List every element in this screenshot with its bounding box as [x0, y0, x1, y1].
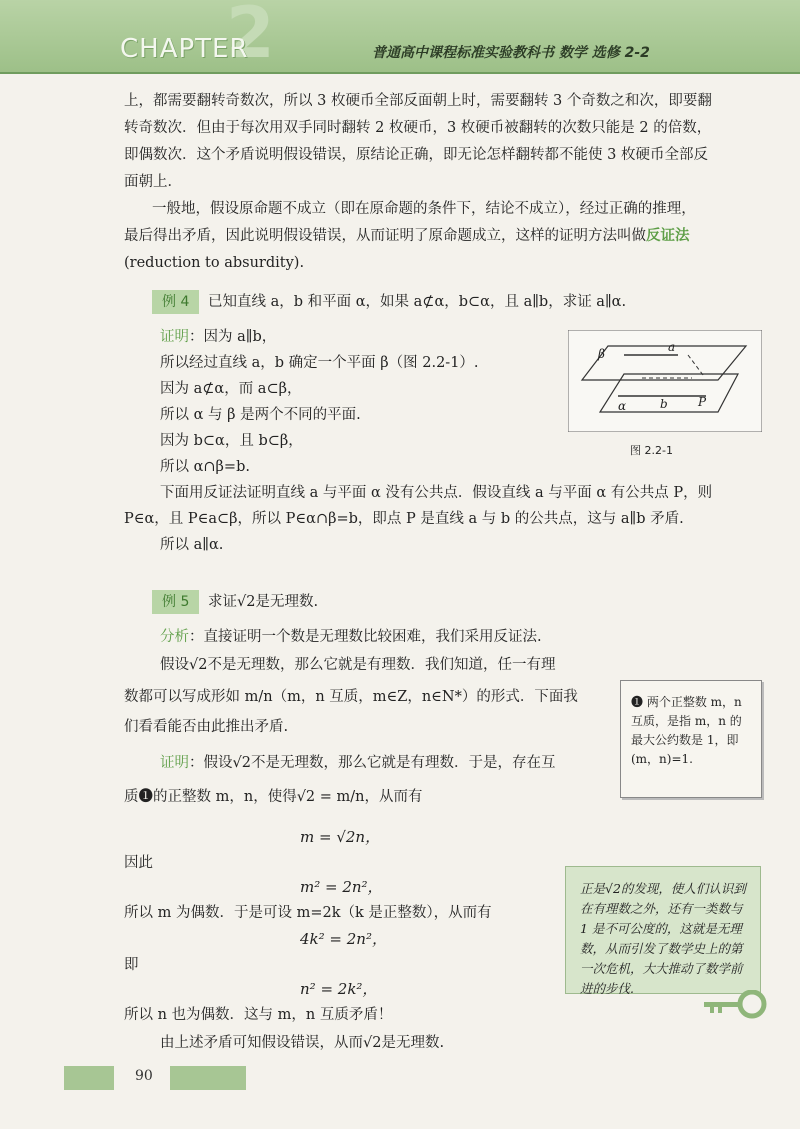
- label-a: a: [668, 340, 676, 354]
- proof-line: 因为 a⊄α，而 a⊂β，: [160, 381, 302, 397]
- chapter-word: CHAPTER: [120, 34, 249, 64]
- label-b: b: [660, 397, 668, 411]
- label-alpha: α: [618, 399, 627, 413]
- key-icon: [700, 990, 770, 1020]
- figure-planes: [568, 330, 762, 432]
- proof-line: 所以 a∥α.: [160, 537, 224, 553]
- body-line: [124, 225, 690, 247]
- proof-text: ：因为 a∥b，: [189, 329, 277, 345]
- footnote-box: ❶ 两个正整数 m，n 互质，是指 m，n 的最大公约数是 1，即 (m，n)=1.: [620, 680, 762, 798]
- body-line: 数都可以写成形如 m/n（m，n 互质，m∈Z，n∈N*）的形式．下面我: [124, 689, 578, 705]
- proof-line: 下面用反证法证明直线 a 与平面 α 没有公共点．假设直线 a 与平面 α 有公共点 P，则: [160, 485, 713, 501]
- example-5-tag: 例 5: [152, 590, 199, 614]
- example-4-tag: 例 4: [152, 290, 199, 314]
- body-line: 假设√2不是无理数，那么它就是有理数．我们知道，任一有理: [160, 657, 556, 673]
- proof-line: [160, 752, 555, 774]
- history-note-box: 正是√2的发现，使人们认识到在有理数之外，还有一类数与 1 是不可公度的，这就是无理数，从而引发了数学史上的第一次危机，大大推动了数学前进的步伐.: [565, 866, 761, 994]
- proof-line: 因为 b⊂α，且 b⊂β，: [160, 433, 303, 449]
- body-line: 即: [124, 957, 139, 973]
- body-line: 所以 m 为偶数．于是可设 m=2k（k 是正整数），从而有: [124, 905, 492, 921]
- chapter-header: [0, 0, 800, 74]
- equation-1: m = √2n，: [300, 828, 381, 846]
- label-beta: β: [598, 347, 605, 361]
- body-line: 一般地，假设原命题不成立（即在原命题的条件下，结论不成立），经过正确的推理，: [152, 201, 696, 217]
- example-4-statement: 已知直线 a，b 和平面 α，如果 a⊄α，b⊂α，且 a∥b，求证 a∥α.: [208, 294, 627, 310]
- proof-text: ：假设√2不是无理数，那么它就是有理数．于是，存在互: [189, 755, 556, 771]
- proof-line: 质❶的正整数 m，n，使得√2 = m/n，从而有: [124, 789, 423, 805]
- body-line: 上，都需要翻转奇数次，所以 3 枚硬币全部反面朝上时，需要翻转 3 个奇数之和次，即要翻: [124, 93, 712, 109]
- equation-3: 4k² = 2n²，: [300, 930, 387, 948]
- term-reductio: 反证法: [646, 227, 690, 244]
- equation-2: m² = 2n²，: [300, 878, 383, 896]
- proof-line: [160, 326, 276, 348]
- body-line: 转奇数次．但由于每次用双手同时翻转 2 枚硬币，3 枚硬币被翻转的次数只能是 2 的倍数，: [124, 120, 712, 136]
- label-P: P: [698, 395, 707, 409]
- body-line: 们看看能否由此推出矛盾.: [124, 719, 289, 735]
- book-title: 普通高中课程标准实验教科书 数学 选修 2-2: [372, 45, 650, 61]
- body-line: 所以 n 也为偶数．这与 m，n 互质矛盾！: [124, 1007, 393, 1023]
- figure-caption: 图 2.2-1: [630, 444, 673, 457]
- proof-label: 证明: [160, 329, 189, 345]
- analysis-text: ：直接证明一个数是无理数比较困难，我们采用反证法.: [189, 629, 542, 645]
- body-line: 即偶数次．这个矛盾说明假设错误，原结论正确，即无论怎样翻转都不能使 3 枚硬币全部反: [124, 147, 708, 163]
- proof-label: 证明: [160, 755, 189, 771]
- example-5-statement: 求证√2是无理数.: [208, 594, 319, 610]
- page-number: 90: [135, 1068, 153, 1084]
- planes-diagram: [568, 330, 762, 432]
- proof-line: 所以经过直线 a，b 确定一个平面 β（图 2.2-1）.: [160, 355, 479, 371]
- analysis-label: 分析: [160, 629, 189, 645]
- proof-line: 所以 α∩β=b.: [160, 459, 250, 475]
- footer-bar-left: [64, 1066, 114, 1090]
- body-line: 由上述矛盾可知假设错误，从而√2是无理数.: [160, 1035, 445, 1051]
- footer-bar-right: [170, 1066, 246, 1090]
- equation-4: n² = 2k²，: [300, 980, 378, 998]
- chapter-number: 2: [226, 0, 275, 74]
- body-line: 面朝上．: [124, 174, 182, 190]
- body-line: (reduction to absurdity).: [124, 255, 305, 271]
- body-text: 最后得出矛盾，因此说明假设错误，从而证明了原命题成立，这样的证明方法叫做: [124, 228, 646, 244]
- body-line: 因此: [124, 855, 153, 871]
- proof-line: P∈α，且 P∈a⊂β，所以 P∈α∩β=b，即点 P 是直线 a 与 b 的公共点，这与 a∥b 矛盾.: [124, 511, 684, 527]
- analysis-line: [160, 626, 542, 648]
- proof-line: 所以 α 与 β 是两个不同的平面.: [160, 407, 361, 423]
